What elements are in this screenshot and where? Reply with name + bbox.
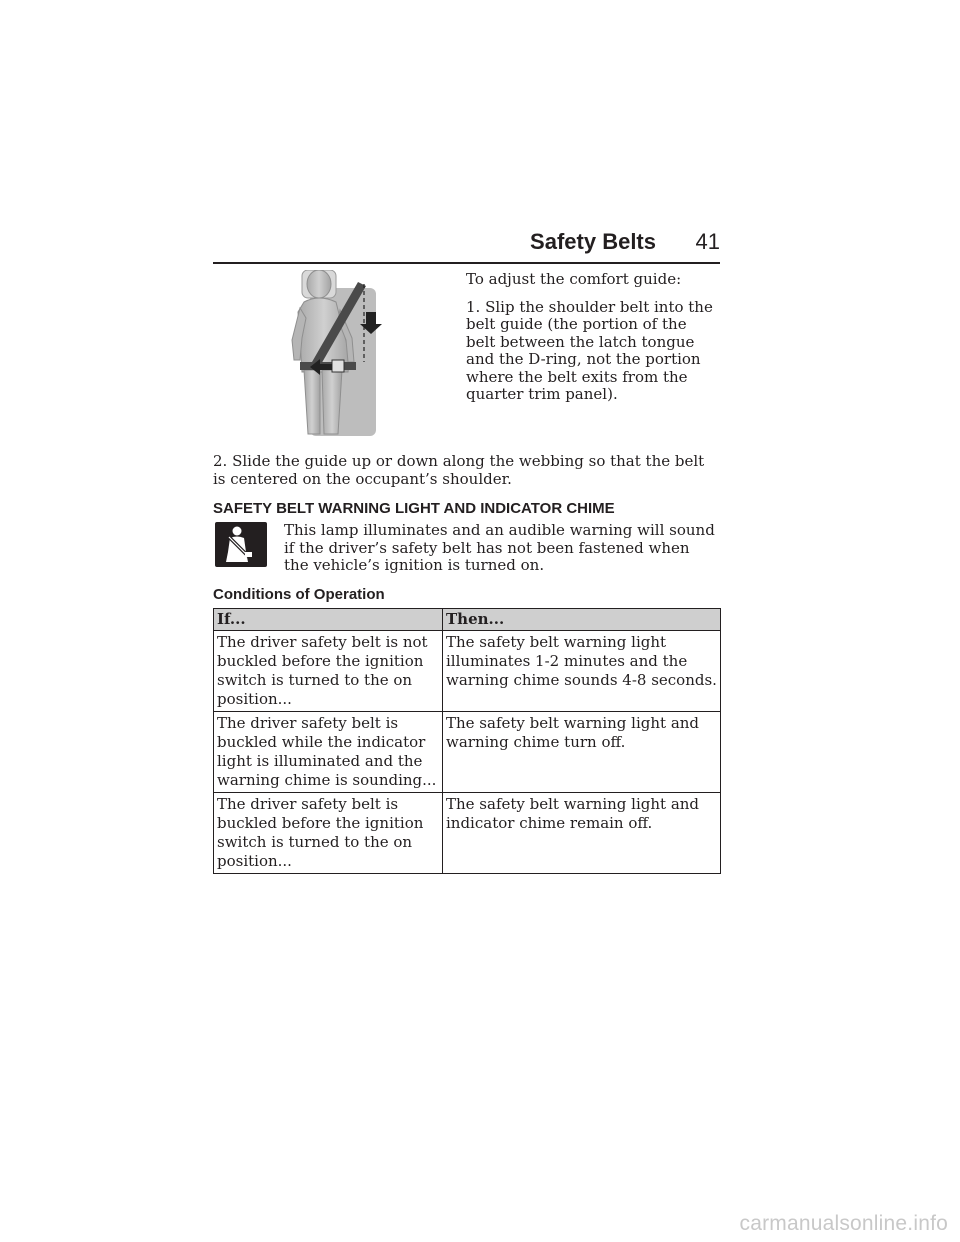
page-number: 41 (695, 229, 720, 254)
result-cell: The safety belt warning light illuminates 1-2 minutes and the warning chime sounds 4-8 seconds. (443, 631, 721, 712)
comfort-guide-intro: To adjust the comfort guide: (466, 270, 682, 288)
watermark: carmanualsonline.info (739, 1212, 948, 1235)
comfort-guide-illustration (290, 270, 396, 436)
table-row (214, 793, 721, 874)
seatbelt-warning-icon (215, 522, 267, 567)
condition-cell: The driver safety belt is not buckled before the ignition switch is turned to the on position... (214, 631, 443, 712)
warning-lamp-description: This lamp illuminates and an audible warning will sound if the driver’s safety belt has not been fastened when the vehicle’s ignition is turned on. (284, 521, 715, 574)
condition-cell: The driver safety belt is buckled while the indicator light is illuminated and the warning chime is sounding... (214, 712, 443, 793)
comfort-guide-instructions (466, 271, 716, 414)
table-header-row (214, 609, 721, 631)
page-header (213, 226, 720, 264)
result-cell: The safety belt warning light and warning chime turn off. (443, 712, 721, 793)
conditions-table (213, 608, 721, 874)
column-header-then: Then... (443, 609, 721, 631)
column-header-if: If... (214, 609, 443, 631)
warning-section-heading: SAFETY BELT WARNING LIGHT AND INDICATOR CHIME (213, 500, 615, 517)
condition-cell: The driver safety belt is buckled before the ignition switch is turned to the on position... (214, 793, 443, 874)
conditions-heading: Conditions of Operation (213, 586, 385, 603)
comfort-guide-step-1: 1. Slip the shoulder belt into the belt guide (the portion of the belt between the latch tongue and the D-ring, not the portion where the belt exits from the quarter trim panel). (466, 297, 713, 403)
page-title: Safety Belts (530, 229, 656, 254)
result-cell: The safety belt warning light and indicator chime remain off. (443, 793, 721, 874)
table-row (214, 631, 721, 712)
comfort-guide-step-2: 2. Slide the guide up or down along the webbing so that the belt is centered on the occupant’s shoulder. (213, 452, 705, 488)
table-row (214, 712, 721, 793)
